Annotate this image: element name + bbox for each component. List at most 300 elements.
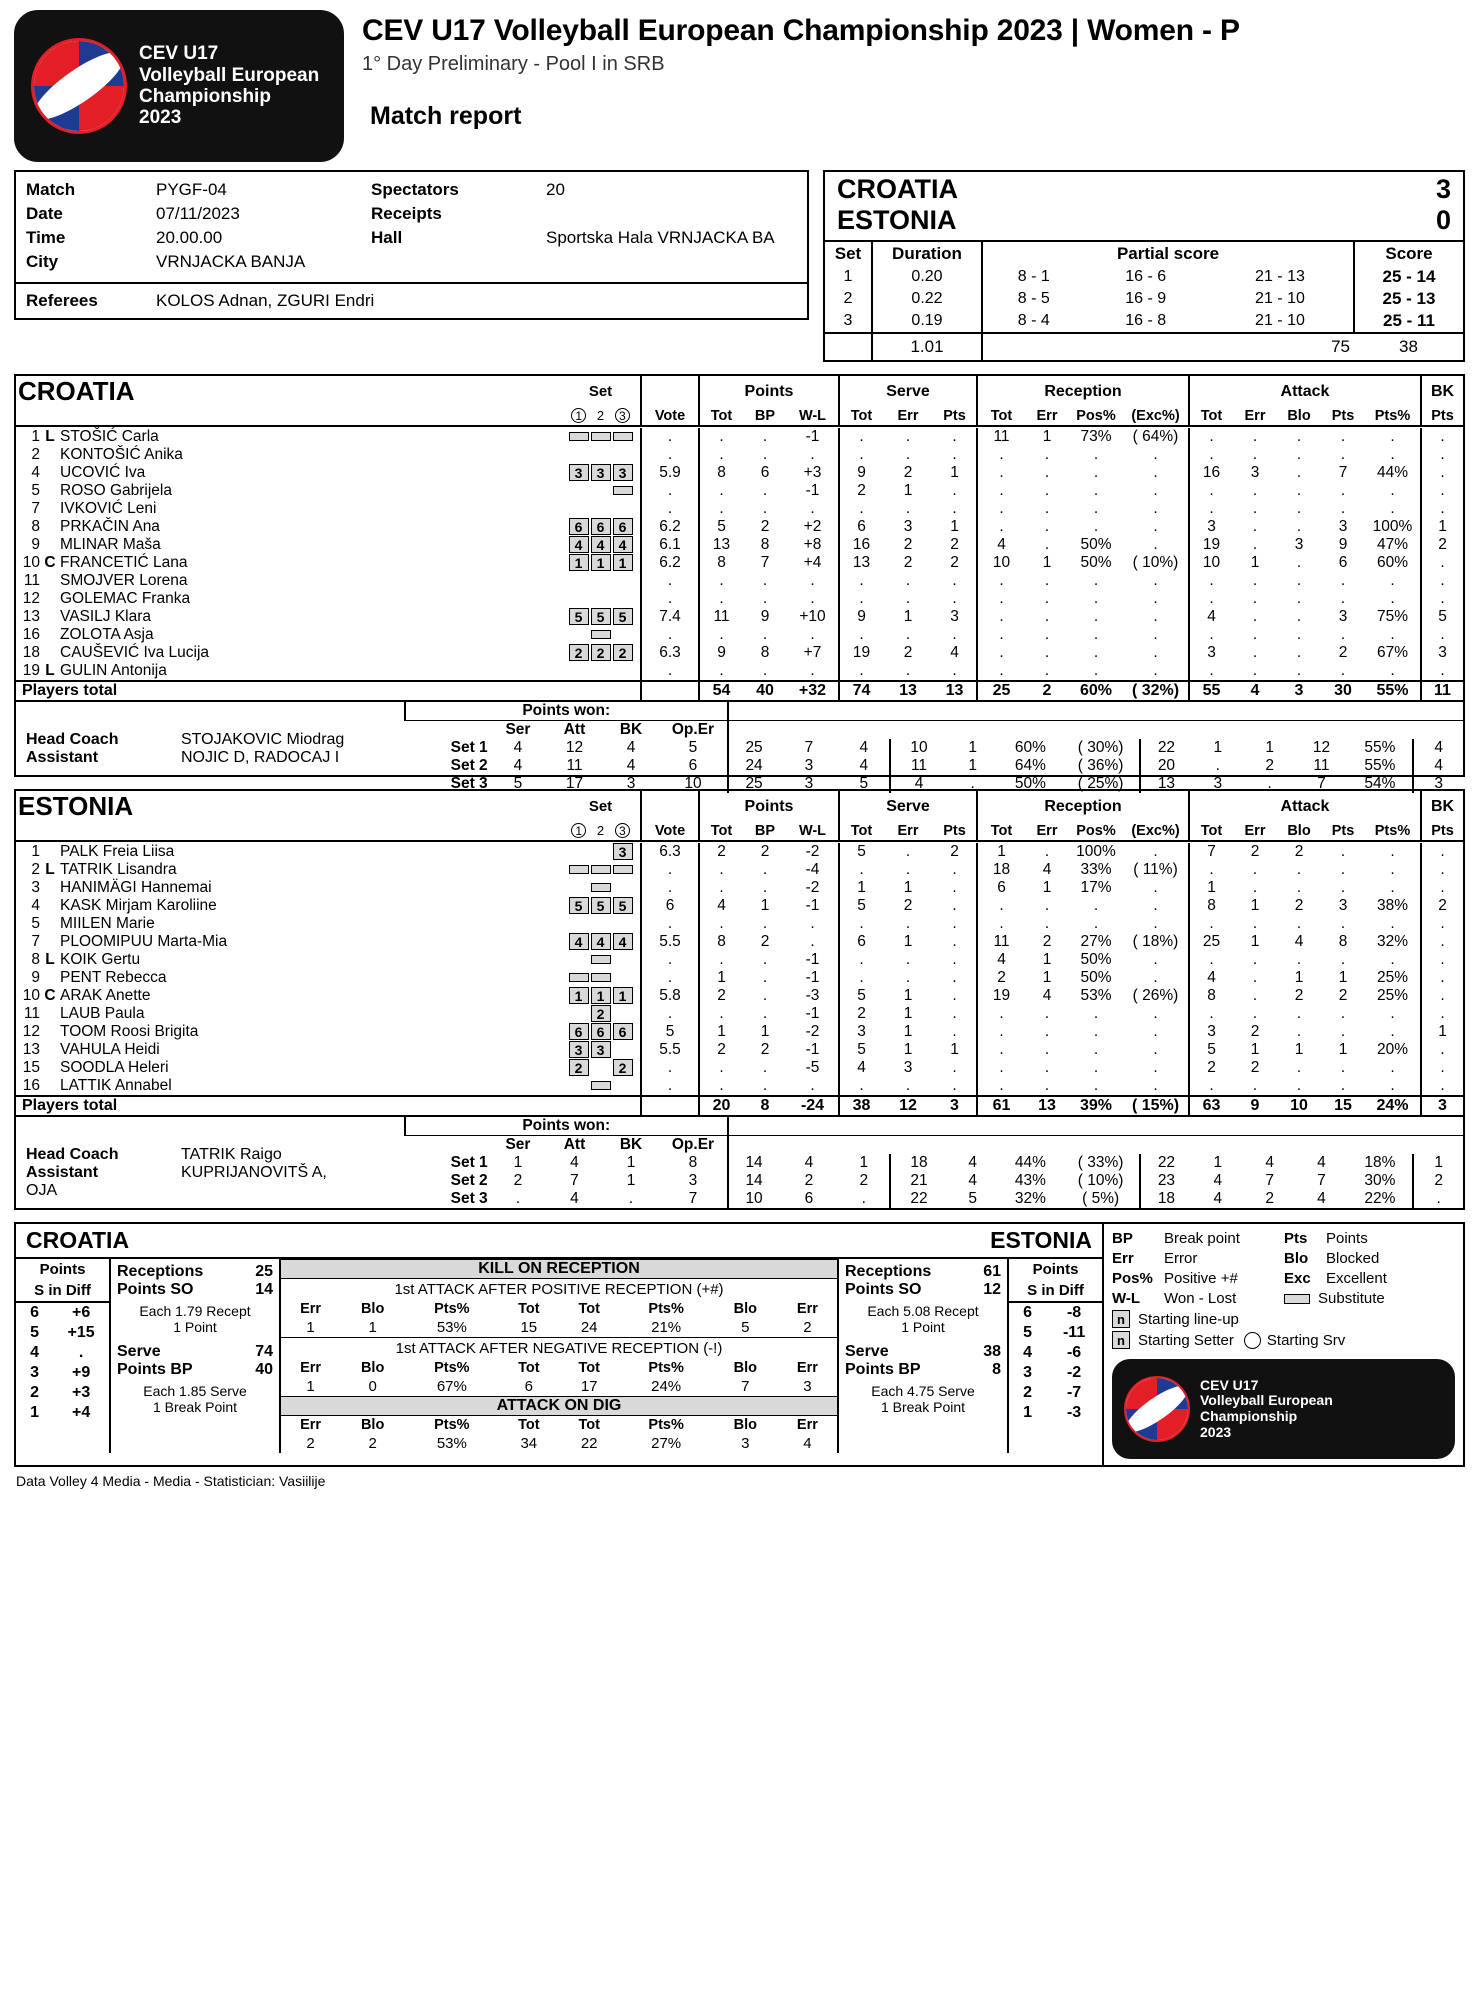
player-attack-err: . (1252, 915, 1258, 932)
player-serve-tot: . (839, 915, 883, 933)
player-attack-pct: . (1390, 662, 1395, 679)
set-diff-value: -3 (1066, 1404, 1082, 1421)
player-serve-pts: . (952, 446, 957, 463)
player-points-wl: +3 (803, 464, 822, 481)
legend-panel (1104, 1222, 1465, 1467)
player-points-bp: . (762, 446, 768, 463)
starting-lineup-position: 2 (569, 1059, 589, 1076)
set-row (824, 310, 1464, 333)
player-name: PENT Rebecca (60, 969, 167, 986)
player-attack-pct: . (1390, 1005, 1395, 1022)
mp-header-blo-left: Blo (360, 1301, 385, 1317)
set-row (824, 288, 1464, 310)
player-reception-pos: . (1093, 482, 1099, 499)
points-won-att: 4 (570, 1190, 579, 1207)
player-serve-pts: 1 (950, 1041, 959, 1058)
player-attack-err: . (1252, 644, 1258, 661)
player-points-tot: 13 (699, 536, 743, 554)
set-serve-tot: 25 (728, 775, 780, 793)
player-row (16, 933, 1463, 951)
player-set-positions (561, 1041, 641, 1059)
reception-err-header: Err (1036, 823, 1058, 839)
player-number: 9 (31, 536, 40, 553)
player-reception-exc: . (1153, 536, 1158, 553)
player-serve-tot: . (839, 1077, 883, 1096)
player-serve-pts: . (952, 500, 957, 517)
points-won-att: 11 (566, 757, 583, 774)
player-reception-exc: . (1153, 608, 1158, 625)
player-serve-pts: 2 (950, 554, 959, 571)
legend-key: Err (1112, 1250, 1134, 1267)
player-points-wl: . (810, 446, 815, 463)
set-attack-tot: 23 (1140, 1172, 1192, 1190)
starting-setter-icon: n (1112, 1331, 1130, 1349)
player-vote: . (641, 861, 699, 879)
player-reception-tot: . (977, 897, 1025, 915)
player-points-tot: . (699, 1077, 743, 1096)
player-set-positions (561, 446, 641, 464)
player-set-positions (561, 987, 641, 1005)
player-row (16, 608, 1463, 626)
player-bk-pts: 1 (1421, 1023, 1463, 1041)
player-attack-tot: 7 (1189, 843, 1233, 861)
player-vote: . (641, 879, 699, 897)
player-attack-pts: 1 (1338, 969, 1348, 986)
set-diff-row (1009, 1403, 1102, 1423)
player-serve-err: 1 (903, 482, 913, 499)
duration-col-header: Duration (872, 241, 982, 266)
player-serve-tot: 19 (839, 644, 883, 662)
set-serve-pts: 4 (859, 739, 869, 756)
player-bk-pts: . (1421, 969, 1463, 987)
player-row (16, 879, 1463, 897)
total-away-points: 38 (1354, 333, 1464, 361)
set-reception-tot: 4 (890, 775, 947, 793)
set-diff-row (16, 1343, 109, 1363)
player-vote: . (641, 915, 699, 933)
player-reception-pos: 53% (1080, 987, 1112, 1004)
player-number: 15 (22, 1059, 40, 1076)
set-reception-tot: 18 (890, 1154, 947, 1172)
player-points-bp: . (762, 500, 768, 517)
player-points-wl: . (810, 590, 815, 607)
assistant-label: Assistant (26, 1164, 99, 1181)
partial-1: 8 - 4 (982, 310, 1085, 333)
attack-err-header: Err (1244, 823, 1266, 839)
score-col-header: Score (1354, 241, 1464, 266)
player-name: MIILEN Marie (60, 915, 155, 932)
player-attack-blo: . (1296, 608, 1302, 625)
receipts-value (546, 202, 797, 226)
player-serve-tot: 9 (839, 464, 883, 482)
player-attack-pct: . (1390, 500, 1395, 517)
points-label: Points (39, 1261, 86, 1278)
player-number: 18 (22, 644, 40, 661)
player-attack-blo: . (1296, 1005, 1302, 1022)
player-number: 16 (22, 626, 40, 643)
player-role (42, 1077, 58, 1096)
player-role (42, 464, 58, 482)
set-reception-tot: 21 (890, 1172, 947, 1190)
starting-lineup-position: 1 (569, 987, 589, 1004)
player-attack-pts: . (1340, 572, 1346, 589)
city-value: VRNJACKA BANJA (156, 252, 306, 271)
legend-value-2: Excellent (1326, 1270, 1387, 1287)
player-name: MLINAR Maša (60, 536, 161, 553)
mp-header-tot-left: Tot (518, 1360, 540, 1376)
player-name: LATTIK Annabel (60, 1077, 172, 1094)
page-header (14, 10, 1465, 162)
totals-attack-pts: 15 (1321, 1096, 1365, 1116)
player-serve-err: 1 (903, 879, 913, 896)
player-bk-pts: . (1421, 554, 1463, 572)
player-bk-pts: . (1421, 662, 1463, 681)
head-coach-label: Head Coach (26, 1146, 119, 1163)
substitute-marker (591, 1081, 611, 1090)
player-number: 13 (22, 1041, 40, 1058)
match-value: PYGF-04 (156, 180, 227, 199)
set-attack-err: 4 (1213, 1172, 1223, 1189)
hall-label: Hall (371, 228, 403, 247)
player-set-positions (561, 464, 641, 482)
player-points-wl: -3 (805, 987, 820, 1004)
set-diff-set: 2 (1023, 1384, 1033, 1401)
set-slot-empty (591, 843, 611, 860)
player-bk-pts: 2 (1421, 897, 1463, 915)
set-attack-err: 1 (1213, 1154, 1223, 1171)
player-reception-tot: . (977, 1023, 1025, 1041)
player-number: 10 (22, 554, 40, 571)
set-slot-empty (569, 843, 589, 860)
player-points-tot: 4 (699, 897, 743, 915)
player-role: L (45, 662, 55, 679)
totals-serve-tot: 38 (839, 1096, 883, 1116)
reception-pos-header: Pos% (1076, 408, 1116, 424)
player-set-positions (561, 590, 641, 608)
player-serve-tot: 6 (839, 933, 883, 951)
player-vote: 7.4 (641, 608, 699, 626)
player-serve-tot: 9 (839, 608, 883, 626)
player-attack-tot: 3 (1189, 1023, 1233, 1041)
player-points-tot: . (699, 861, 743, 879)
player-role (42, 843, 58, 861)
team-name: CROATIA (18, 376, 135, 406)
footer-logo-text: CEV U17 Volleyball European Championship 2023 (1200, 1376, 1333, 1440)
totals-reception-tot: 25 (977, 681, 1025, 701)
player-points-bp: 2 (760, 518, 770, 535)
totals-reception-err: 13 (1025, 1096, 1069, 1116)
player-role (42, 1041, 58, 1059)
home-team-score: 3 (1435, 174, 1451, 204)
player-number: 5 (31, 482, 40, 499)
player-row (16, 500, 1463, 518)
legend-value-2: Blocked (1326, 1250, 1380, 1267)
attack-tot-header: Tot (1189, 407, 1233, 426)
player-points-wl: -1 (805, 1005, 820, 1022)
substitute-marker (591, 883, 611, 892)
player-reception-err: 1 (1042, 951, 1052, 968)
set-diff-set: 4 (1023, 1344, 1033, 1361)
set-mark-2: 2 (596, 823, 605, 838)
player-vote: . (641, 626, 699, 644)
cev-logo-icon (31, 38, 127, 134)
totals-reception-pos: 39% (1069, 1096, 1123, 1116)
each-serve-note: Each 4.75 Serve (871, 1383, 975, 1399)
player-points-bp: 1 (760, 1023, 770, 1040)
player-attack-blo: 4 (1294, 933, 1304, 950)
starting-lineup-position: 6 (591, 1023, 611, 1040)
partial-2: 16 - 6 (1125, 268, 1167, 285)
player-points-tot: . (699, 915, 743, 933)
player-points-tot: 8 (699, 933, 743, 951)
set-slot-empty (613, 1005, 633, 1022)
player-reception-pos: . (1093, 897, 1099, 914)
set-attack-pts: 4 (1317, 1154, 1326, 1171)
player-serve-pts: . (952, 897, 957, 914)
player-row (16, 969, 1463, 987)
player-vote: 6.3 (641, 843, 699, 861)
starting-lineup-position: 6 (569, 518, 589, 535)
player-points-tot: . (699, 1059, 743, 1077)
player-reception-tot: . (977, 915, 1025, 933)
player-row (16, 915, 1463, 933)
starting-lineup-position: 4 (613, 933, 633, 950)
team-block-croatia (14, 374, 1465, 792)
set-reception-err: 1 (968, 757, 978, 774)
set-slot-empty (613, 1077, 633, 1094)
set-serve-pts: 4 (859, 757, 869, 774)
player-vote: . (641, 662, 699, 681)
player-points-tot: . (699, 626, 743, 644)
player-serve-pts: . (952, 969, 957, 986)
mp-value-blo-left: 1 (368, 1319, 377, 1336)
partial-2: 16 - 8 (1125, 312, 1167, 329)
sindiff-label: S in Diff (1009, 1280, 1102, 1302)
player-name: VAHULA Heidi (60, 1041, 160, 1058)
totals-points-tot: 54 (699, 681, 743, 701)
set-serve-tot: 14 (728, 1154, 780, 1172)
player-serve-pts: . (952, 1005, 957, 1022)
player-reception-exc: . (1153, 446, 1158, 463)
serve-value: 74 (255, 1343, 273, 1360)
set-bk-pts: . (1413, 1190, 1463, 1208)
set-attack-err: . (1215, 757, 1220, 774)
player-points-bp: . (762, 1077, 768, 1094)
scoreboard (823, 170, 1465, 362)
set-row (824, 266, 1464, 288)
player-points-tot: 9 (699, 644, 743, 662)
totals-attack-blo: 10 (1277, 1096, 1321, 1116)
points-tot-header: Tot (699, 407, 743, 426)
set-serve-pts: 1 (859, 1154, 869, 1171)
starting-lineup-position: 1 (569, 554, 589, 571)
player-serve-err: 1 (903, 987, 913, 1004)
away-team-name: ESTONIA (837, 205, 957, 235)
set-attack-err: 1 (1213, 739, 1223, 756)
player-attack-blo: . (1296, 1077, 1302, 1094)
mp-value-err-left: 1 (306, 1378, 315, 1395)
team-totals-row (16, 1096, 1463, 1116)
player-attack-tot: 10 (1189, 554, 1233, 572)
totals-bk: 3 (1421, 1096, 1463, 1116)
reception-group-header: Reception (977, 376, 1189, 407)
set-slot-empty (613, 951, 633, 968)
set-slot-empty (569, 446, 589, 463)
player-attack-err: . (1252, 572, 1258, 589)
player-role (42, 933, 58, 951)
player-attack-err: 1 (1250, 1041, 1260, 1058)
mp-header-tot-right: Tot (578, 1360, 600, 1376)
player-points-bp: 2 (760, 843, 770, 860)
legend-value: Won - Lost (1164, 1290, 1237, 1307)
player-points-bp: . (762, 572, 768, 589)
attack-group-header: Attack (1189, 376, 1421, 407)
player-attack-blo: . (1296, 951, 1302, 968)
player-reception-tot: . (977, 482, 1025, 500)
player-row (16, 987, 1463, 1005)
player-points-wl: +10 (799, 608, 826, 625)
player-serve-tot: 5 (839, 897, 883, 915)
mp-value-pct-right: 27% (651, 1435, 682, 1452)
set-diff-value: +3 (71, 1384, 91, 1401)
reception-err-header: Err (1036, 408, 1058, 424)
mp-header-pct-left: Pts% (434, 1417, 470, 1433)
bk-group-header: BK (1421, 791, 1463, 822)
player-reception-tot: . (977, 1005, 1025, 1023)
player-reception-exc: . (1153, 644, 1158, 661)
player-attack-tot: 8 (1189, 987, 1233, 1005)
player-attack-tot: . (1189, 662, 1233, 681)
player-attack-pts: . (1340, 879, 1346, 896)
totals-attack-pts: 30 (1321, 681, 1365, 701)
receptions-value: 61 (983, 1263, 1001, 1280)
set-bk-pts: 1 (1413, 1154, 1463, 1172)
player-attack-tot: . (1189, 590, 1233, 608)
player-attack-pct: . (1390, 626, 1395, 643)
points-won-bk: 1 (626, 1154, 636, 1171)
player-points-tot: 11 (699, 608, 743, 626)
player-attack-blo: . (1296, 446, 1302, 463)
set-number: 1 (843, 268, 853, 285)
starting-lineup-position: 4 (569, 933, 589, 950)
player-serve-err: 1 (903, 1005, 913, 1022)
player-reception-exc: . (1153, 1041, 1158, 1058)
attack-pts-header: Pts (1331, 823, 1355, 839)
set-number: 2 (843, 290, 853, 307)
referees-box (14, 284, 809, 320)
player-set-positions (561, 969, 641, 987)
player-attack-pts: . (1340, 428, 1346, 445)
player-attack-pts: 2 (1338, 987, 1348, 1004)
starting-lineup-position: 3 (569, 464, 589, 481)
player-vote: 6 (641, 897, 699, 915)
sindiff-label: S in Diff (16, 1280, 109, 1302)
player-reception-err: . (1044, 843, 1050, 860)
bk-group-header: BK (1421, 376, 1463, 407)
set-slot-empty (613, 626, 633, 643)
team-name: ESTONIA (18, 791, 134, 821)
player-reception-err: . (1044, 662, 1050, 679)
set-slot-empty (569, 951, 589, 968)
substitute-marker (591, 630, 611, 639)
player-reception-err: 1 (1042, 879, 1052, 896)
totals-bk: 11 (1421, 681, 1463, 701)
player-bk-pts: . (1421, 843, 1463, 861)
mp-value-err-right: 4 (803, 1435, 812, 1452)
player-reception-pos: 73% (1080, 428, 1112, 445)
starting-lineup-position: 2 (591, 1005, 611, 1022)
pw-header-oper: Op.Er (671, 721, 715, 738)
player-row (16, 428, 1463, 446)
away-team-score: 0 (1435, 205, 1451, 235)
set-attack-pts: 7 (1317, 1172, 1326, 1189)
player-reception-tot: 11 (977, 933, 1025, 951)
player-serve-tot: 2 (839, 1005, 883, 1023)
legend-setter-row (1112, 1331, 1455, 1349)
set-slot-empty (591, 446, 611, 463)
mp-value-blo-left: 0 (368, 1378, 377, 1395)
totals-attack-pct: 55% (1365, 681, 1421, 701)
player-serve-pts: 4 (950, 644, 959, 661)
points-won-oper: 5 (688, 739, 698, 756)
player-set-positions (561, 428, 641, 446)
player-row (16, 1077, 1463, 1096)
pointsbp-label: Points BP (845, 1361, 921, 1378)
player-attack-blo: . (1296, 554, 1302, 571)
player-attack-tot: 4 (1189, 969, 1233, 987)
totals-reception-err: 2 (1025, 681, 1069, 701)
player-bk-pts: . (1421, 987, 1463, 1005)
legend-key-2: Exc (1284, 1270, 1311, 1287)
mp-value-tot-left: 6 (524, 1378, 533, 1395)
time-value: 20.00.00 (156, 228, 223, 247)
attack-blo-header: Blo (1287, 823, 1311, 839)
set-diff-value: -2 (1066, 1364, 1082, 1381)
substitute-marker (569, 973, 589, 982)
player-serve-err: 2 (903, 644, 913, 661)
set-attack-pct: 18% (1364, 1154, 1396, 1171)
player-points-bp: 9 (760, 608, 770, 625)
starting-srv-icon (1244, 1332, 1261, 1349)
player-vote: 5.5 (641, 1041, 699, 1059)
player-role (42, 915, 58, 933)
attack-pct-header: Pts% (1374, 823, 1411, 839)
player-attack-pts: . (1340, 861, 1346, 878)
set-slot-empty (591, 915, 611, 932)
points-wl-header: W-L (798, 823, 827, 839)
player-points-wl: -2 (805, 843, 820, 860)
player-attack-pts: . (1340, 662, 1346, 679)
totals-serve-err: 13 (883, 681, 933, 701)
set-marks (561, 407, 641, 426)
player-name: KONTOŠIĆ Anika (60, 446, 183, 463)
player-attack-pct: . (1390, 915, 1395, 932)
player-serve-tot: 3 (839, 1023, 883, 1041)
pointsbp-value: 8 (992, 1361, 1001, 1378)
set-attack-err: 4 (1213, 1190, 1223, 1207)
points-won-bk: 3 (626, 775, 636, 792)
player-attack-pts: . (1340, 1077, 1346, 1094)
set-slot-empty (591, 482, 611, 499)
player-reception-err: . (1044, 1023, 1050, 1040)
player-bk-pts: . (1421, 933, 1463, 951)
player-row (16, 446, 1463, 464)
set-diff-value: +6 (71, 1304, 91, 1321)
attack-after-positive-label: 1st ATTACK AFTER POSITIVE RECEPTION (+#) (394, 1281, 724, 1298)
sets-table (823, 240, 1465, 362)
mp-value-blo-left: 2 (368, 1435, 377, 1452)
starting-lineup-position: 5 (613, 897, 633, 914)
